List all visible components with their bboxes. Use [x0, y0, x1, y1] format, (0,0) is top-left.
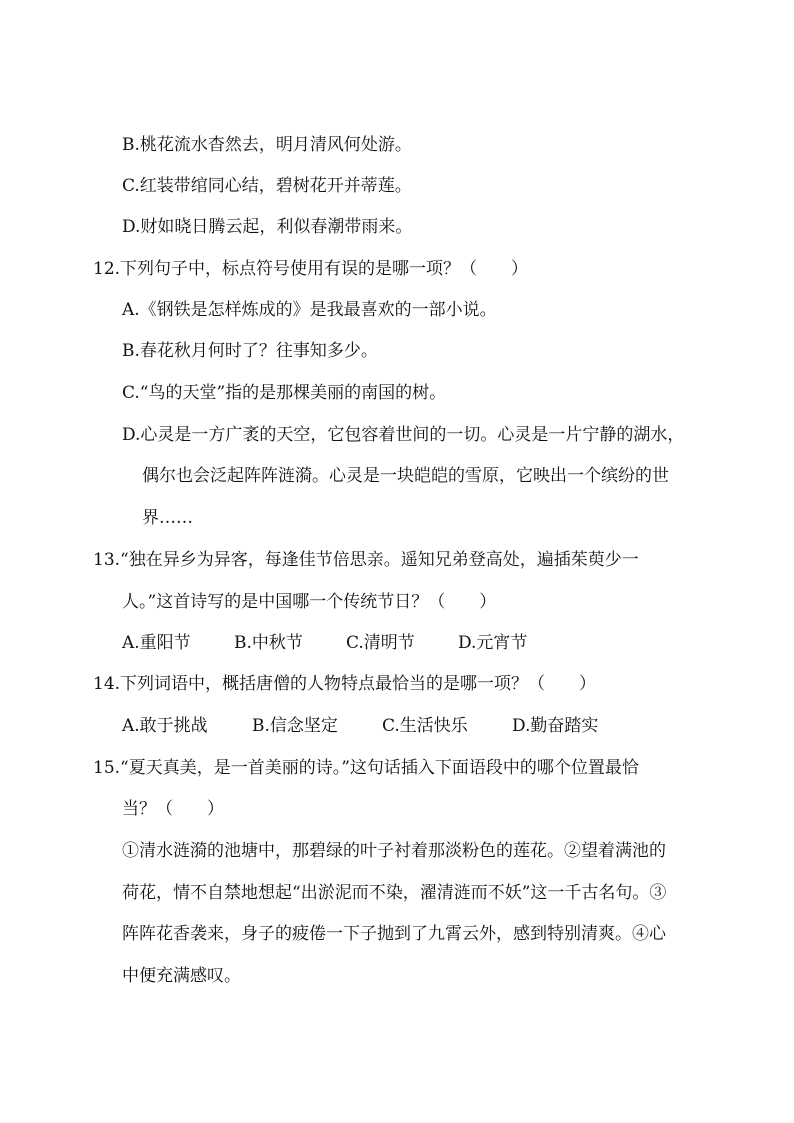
- q12-option-c: C.“鸟的天堂”指的是那棵美丽的南国的树。: [122, 383, 447, 403]
- q13-option-c: C.清明节: [346, 633, 415, 653]
- q15-passage-line3: 阵阵花香袭来，身子的疲倦一下子抛到了九霄云外，感到特别清爽。④心: [122, 924, 666, 944]
- q14-option-b: B.信念坚定: [252, 716, 338, 736]
- q11-option-c: C.红装带绾同心结，碧树花开并蒂莲。: [122, 176, 412, 196]
- q12-option-d-line2: 偶尔也会泛起阵阵涟漪。心灵是一块皑皑的雪原，它映出一个缤纷的世: [142, 466, 669, 486]
- q14-option-a: A.敢于挑战: [122, 716, 208, 736]
- q12-option-a: A.《钢铁是怎样炼成的》是我最喜欢的一部小说。: [122, 300, 497, 320]
- q13-option-b: B.中秋节: [234, 633, 303, 653]
- q11-option-d: D.财如晓日腾云起，利似春潮带雨来。: [122, 217, 413, 237]
- q12-option-d-line1: D.心灵是一方广袤的天空，它包容着世间的一切。心灵是一片宁静的湖水，: [122, 425, 685, 445]
- q14-option-d: D.勤奋踏实: [512, 716, 599, 736]
- q13-option-a: A.重阳节: [122, 633, 191, 653]
- q15-passage-line1: ①清水涟漪的池塘中，那碧绿的叶子衬着那淡粉色的莲花。②望着满池的: [122, 841, 666, 861]
- q13-option-d: D.元宵节: [458, 633, 528, 653]
- q12-option-b: B.春花秋月何时了？往事知多少。: [122, 341, 378, 361]
- q15-passage-line4: 中便充满感叹。: [122, 966, 241, 986]
- q14-stem: 14.下列词语中，概括唐僧的人物特点最恰当的是哪一项？（ ）: [93, 674, 597, 694]
- q14-option-c: C.生活快乐: [382, 716, 468, 736]
- q13-stem-line1: 13.“独在异乡为异客，每逢佳节倍思亲。遥知兄弟登高处，遍插茱萸少一: [93, 550, 639, 570]
- q13-stem-line2: 人。”这首诗写的是中国哪一个传统节日？（ ）: [122, 592, 497, 612]
- q15-stem-line1: 15.“夏天真美，是一首美丽的诗。”这句话插入下面语段中的哪个位置最恰: [93, 758, 639, 778]
- q15-stem-line2: 当？（ ）: [122, 799, 224, 819]
- q13-options: [122, 631, 527, 655]
- q15-passage-line2: 荷花，情不自禁地想起“出淤泥而不染，濯清涟而不妖”这一千古名句。③: [122, 883, 667, 903]
- q14-options: [122, 714, 598, 738]
- q12-option-d-line3: 界……: [142, 508, 193, 528]
- q11-option-b: B.桃花流水杳然去，明月清风何处游。: [122, 135, 412, 155]
- q12-stem: 12.下列句子中，标点符号使用有误的是哪一项？（ ）: [93, 259, 529, 279]
